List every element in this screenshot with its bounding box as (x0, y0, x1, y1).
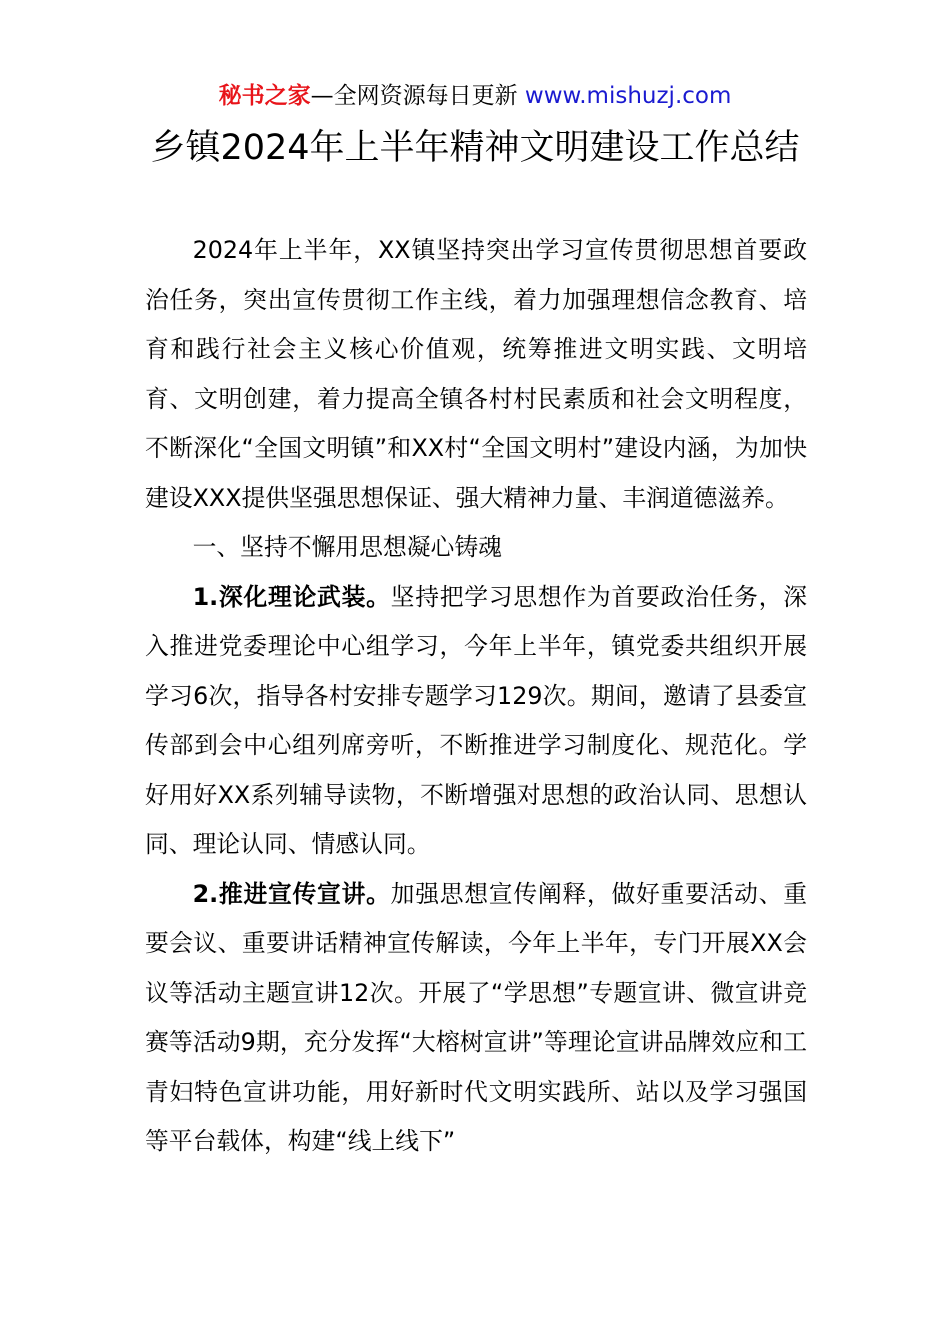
site-tagline: —全网资源每日更新 (310, 83, 518, 109)
document-body (145, 226, 807, 1167)
site-brand: 秘书之家 (218, 83, 311, 109)
site-url-link[interactable]: www.mishuzj.com (524, 83, 732, 109)
paragraph-text: 加强思想宣传阐释，做好重要活动、重要会议、重要讲话精神宣传解读，今年上半年，专门开展XX会议等活动主题宣讲12次。开展了“学思想”专题宣讲、微宣讲竞赛等活动9期，充分发挥“大榕树宣讲”等理论宣讲品牌效应和工青妇特色宣讲功能，用好新时代文明实践所、站以及学习强国等平台载体，构建“线上线下” (145, 879, 807, 1155)
paragraph-lead: 1.深化理论武装。 (192, 582, 391, 611)
paragraph-text: 坚持把学习思想作为首要政治任务，深入推进党委理论中心组学习，今年上半年，镇党委共组织开展学习6次，指导各村安排专题学习129次。期间，邀请了县委宣传部到会中心组列席旁听，不断推进学习制度化、规范化。学好用好XX系列辅导读物，不断增强对思想的政治认同、思想认同、理论认同、情感认同。 (145, 582, 807, 858)
intro-paragraph (145, 226, 807, 523)
item-paragraph-1 (145, 573, 807, 870)
document-title: 乡镇2024年上半年精神文明建设工作总结 (150, 128, 800, 168)
paragraph-text: 2024年上半年，XX镇坚持突出学习宣传贯彻思想首要政治任务，突出宣传贯彻工作主线，着力加强理想信念教育、培育和践行社会主义核心价值观，统筹推进文明实践、文明培育、文明创建，着力提高全镇各村村民素质和社会文明程度，不断深化“全国文明镇”和XX村“全国文明村”建设内涵，为加快建设XXX提供坚强思想保证、强大精神力量、丰润道德滋养。 (145, 236, 807, 512)
section-heading (145, 523, 807, 573)
paragraph-text: 一、坚持不懈用思想凝心铸魂 (192, 533, 502, 561)
site-header (0, 82, 950, 110)
item-paragraph-2 (145, 870, 807, 1167)
paragraph-lead: 2.推进宣传宣讲。 (192, 879, 391, 908)
